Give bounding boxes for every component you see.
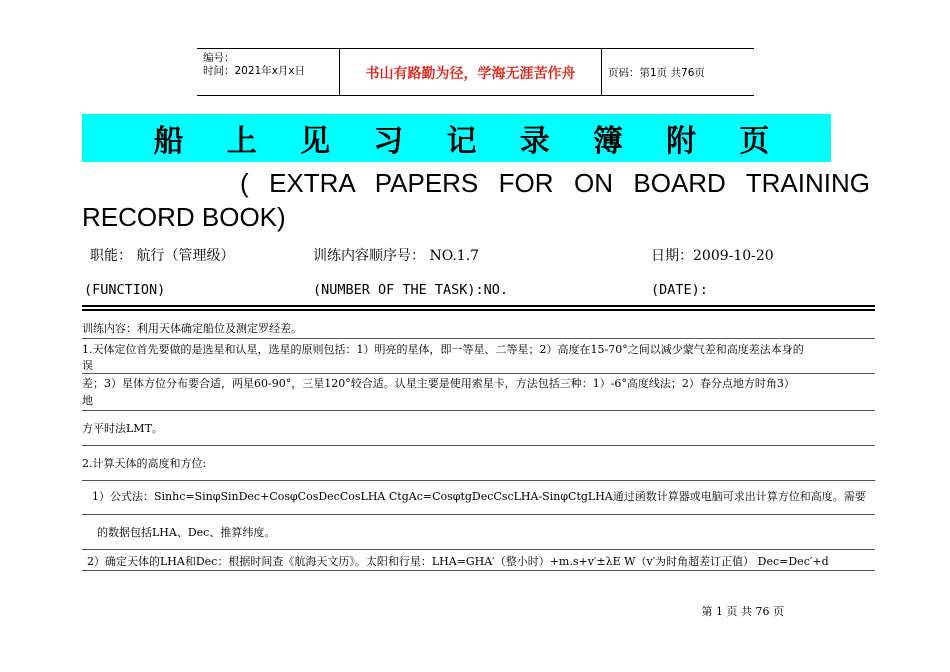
- paragraph: 误: [82, 359, 93, 372]
- title-char: 记: [446, 124, 477, 159]
- title-char: 见: [300, 124, 331, 159]
- paragraph: 差；3）星体方位分布要合适，两星60-90°，三星120°较合适。认星主要是使用索星卡，方法包括三种：1）-6°高度线法；2）春分点地方时角3）: [82, 377, 795, 390]
- paragraph: 1.天体定位首先要做的是选星和认星，选星的原则包括：1）明亮的星体，即一等星、二等星；2）高度在15-70°之间以减少蒙气差和高度差法本身的: [82, 343, 804, 356]
- motto: 书山有路勤为径，学海无涯苦作舟: [365, 66, 576, 82]
- number-label: 编号：: [203, 52, 235, 64]
- english-title-line2: RECORD BOOK): [82, 202, 286, 232]
- row-rule: [82, 410, 875, 411]
- paragraph: 方平时法LMT。: [82, 422, 163, 435]
- title-char: 页: [739, 124, 770, 159]
- function-english-label: (FUNCTION): [84, 282, 166, 298]
- row-rule: [82, 338, 875, 339]
- paragraph: 2.计算天体的高度和方位:: [82, 457, 207, 470]
- row-rule: [82, 373, 875, 374]
- paragraph: 1）公式法：Sinhc=SinφSinDec+CosφCosDecCosLHA CtgAc=CosφtgDecCscLHA-SinφCtgLHA通过函数计算器或电脑可求出计算方位和高度。需要: [92, 490, 866, 503]
- function-label: 职能： 航行（管理级）: [90, 248, 235, 264]
- content-title: 训练内容：利用天体确定船位及测定罗经差。: [82, 322, 302, 335]
- header-top-rule: [197, 48, 754, 49]
- page-title: [82, 114, 831, 162]
- page-footer: 第 1 页 共 76 页: [701, 605, 784, 618]
- paragraph: 的数据包括LHA、Dec、推算纬度。: [97, 526, 276, 539]
- time-label: 时间：2021年x月x日: [203, 65, 306, 77]
- task-english-label: (NUMBER OF THE TASK):NO.: [313, 282, 509, 298]
- row-rule: [82, 514, 875, 515]
- english-title-line1: ( EXTRA PAPERS FOR ON BOARD TRAINING: [240, 168, 870, 198]
- title-char: 附: [666, 124, 697, 159]
- task-number-label: 训练内容顺序号： NO.1.7: [313, 248, 480, 264]
- row-rule: [82, 480, 875, 481]
- row-rule: [82, 445, 875, 446]
- title-char: 船: [153, 124, 184, 159]
- row-rule: [82, 549, 875, 550]
- date-english-label: (DATE):: [651, 282, 708, 298]
- row-rule: [82, 570, 875, 571]
- title-char: 簿: [592, 124, 623, 159]
- date-label: 日期：2009-10-20: [651, 248, 774, 264]
- header-divider: [601, 48, 602, 96]
- title-char: 录: [519, 124, 550, 159]
- header-bottom-rule: [197, 95, 754, 96]
- title-char: 上: [226, 124, 257, 159]
- double-rule: [82, 305, 875, 307]
- paragraph: 地: [82, 394, 93, 407]
- paragraph: 2）确定天体的LHA和Dec：根据时间查《航海天文历》。太阳和行星：LHA=GHA′（整小时）+m.s+v′±λE W（v′为时角超差订正值） Dec=Dec′+d: [87, 555, 829, 568]
- title-char: 习: [373, 124, 404, 159]
- double-rule: [82, 309, 875, 311]
- page-info: 页码：第1页 共76页: [608, 67, 705, 79]
